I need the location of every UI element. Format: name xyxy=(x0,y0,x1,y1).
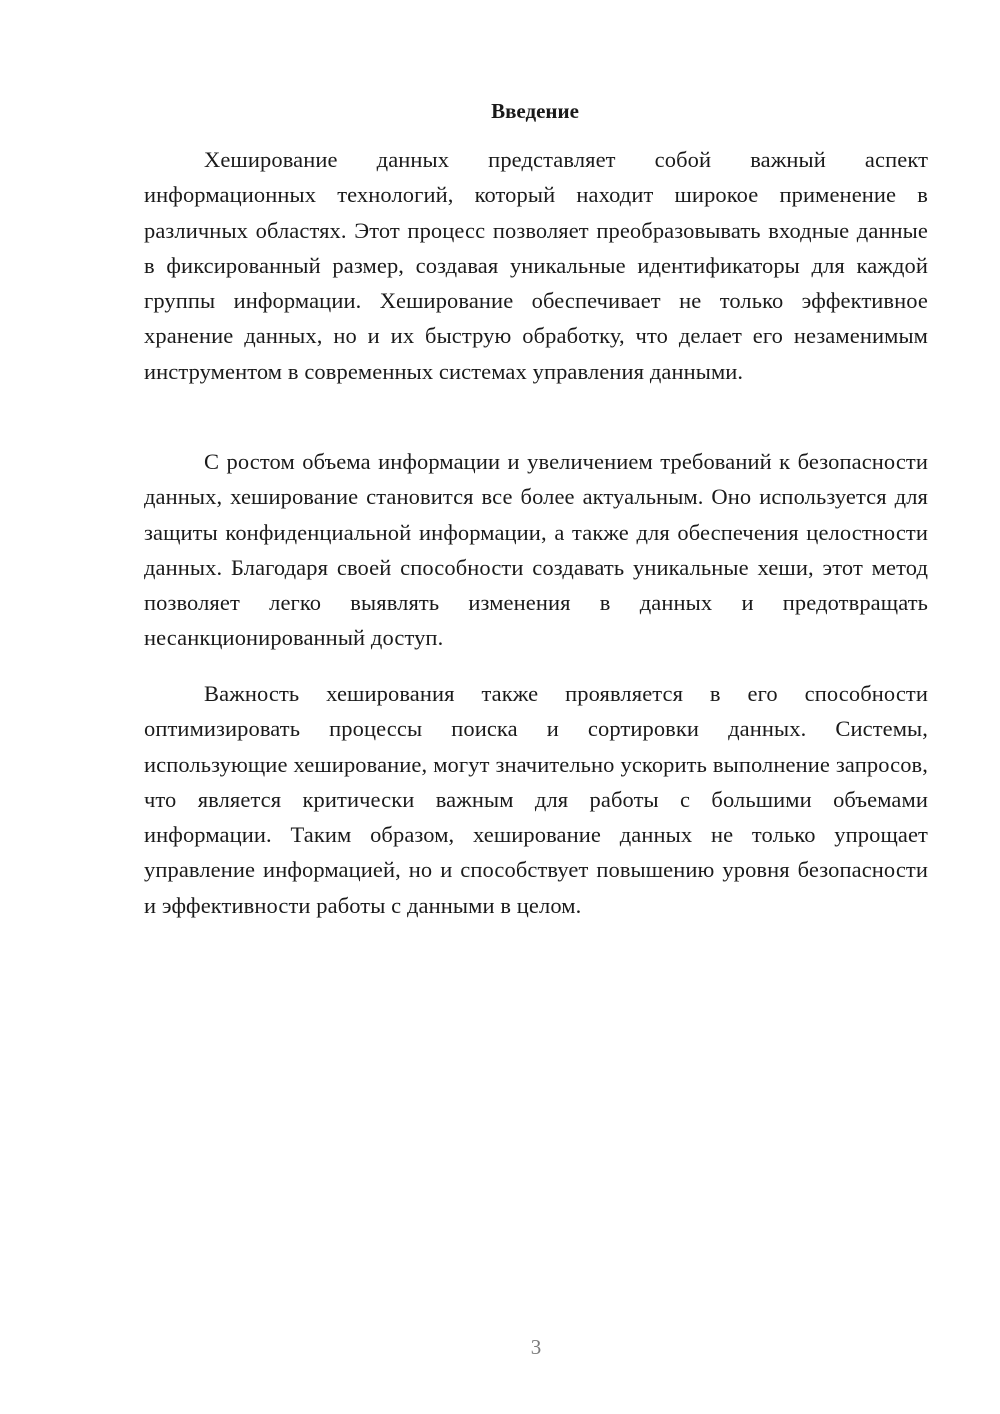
paragraph-1: Хеширование данных представляет собой важный аспект информационных технологий, который находит широкое применение в различных областях. Этот процесс позволяет преобразовывать входные данные в фиксированный размер, создавая уникальные идентификаторы для каждой группы информации. Хеширование обеспечивает не только эффективное хранение данных, но и их быструю обработку, что делает его незаменимым инструментом в современных системах управления данными. xyxy=(144,147,928,384)
page-number: 3 xyxy=(530,1335,542,1359)
paragraph-3: Важность хеширования также проявляется в его способности оптимизировать процессы поиска и сортировки данных. Системы, использующие хеширование, могут значительно ускорить выполнение запросов, что является критически важным для работы с большими объемами информации. Таким образом, хеширование данных не только упрощает управление информацией, но и способствует повышению уровня безопасности и эффективности работы с данными в целом. xyxy=(144,681,928,918)
paragraph-2: С ростом объема информации и увеличением требований к безопасности данных, хеширование становится все более актуальным. Оно используется для защиты конфиденциальной информации, а также для обеспечения целостности данных. Благодаря своей способности создавать уникальные хеши, этот метод позволяет легко выявлять изменения в данных и предотвращать несанкционированный доступ. xyxy=(144,449,928,651)
page-title: Введение xyxy=(491,99,579,123)
